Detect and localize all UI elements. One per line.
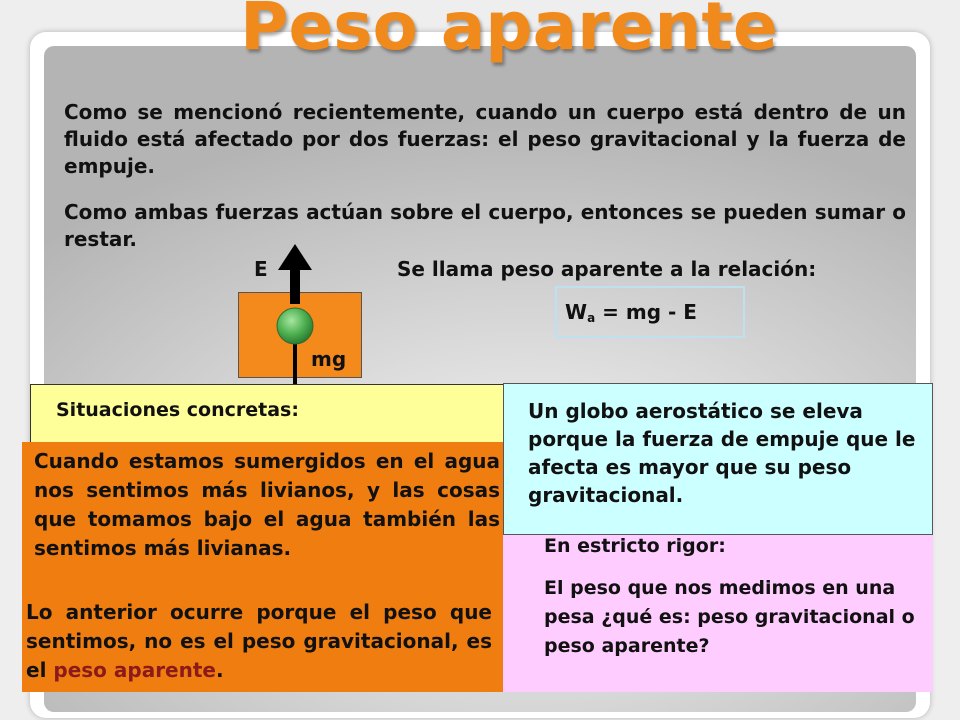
intro-paragraph-1: Como se mencionó recientemente, cuando un cuerpo está dentro de un fluido está afectado por dos fuerzas: el peso gravitacional y la fuerza de empuje. <box>64 100 906 178</box>
situations-label: Situaciones concretas: <box>56 399 299 421</box>
formula-subscript: a <box>587 311 596 325</box>
force-arrows-diagram <box>270 244 320 404</box>
balloon-example-text: Un globo aerostático se eleva porque la fuerza de empuje que le afecta es mayor que su peso gravitacional. <box>528 399 916 507</box>
explanation-highlight: peso aparente <box>53 658 216 682</box>
buoyancy-arrow <box>278 244 312 304</box>
explanation-prefix: Lo anterior ocurre porque el peso que sentimos, no es el peso gravitacional, es el <box>26 600 492 682</box>
intro-paragraph-2: Como ambas fuerzas actúan sobre el cuerpo, entonces se pueden sumar o restar. <box>64 200 906 251</box>
explanation-suffix: . <box>215 658 224 682</box>
underwater-example-text: Cuando estamos sumergidos en el agua nos sentimos más livianos, y las cosas que tomamos bajo el agua también las sentimos más livianas. <box>34 449 500 560</box>
relation-text: Se llama peso aparente a la relación: <box>397 257 817 281</box>
rigor-question: El peso que nos medimos en una pesa ¿qué es: peso gravitacional o peso aparente? <box>544 577 915 657</box>
explanation-text <box>26 598 492 685</box>
formula-box <box>555 286 745 338</box>
weight-label: mg <box>311 347 347 371</box>
formula-w: W <box>565 300 588 324</box>
slide-title: Peso aparente <box>240 0 778 65</box>
buoyancy-label: E <box>254 257 268 281</box>
formula-rest: = mg - E <box>595 300 697 324</box>
center-of-mass-ball <box>277 308 313 344</box>
rigor-intro: En estricto rigor: <box>544 535 726 557</box>
